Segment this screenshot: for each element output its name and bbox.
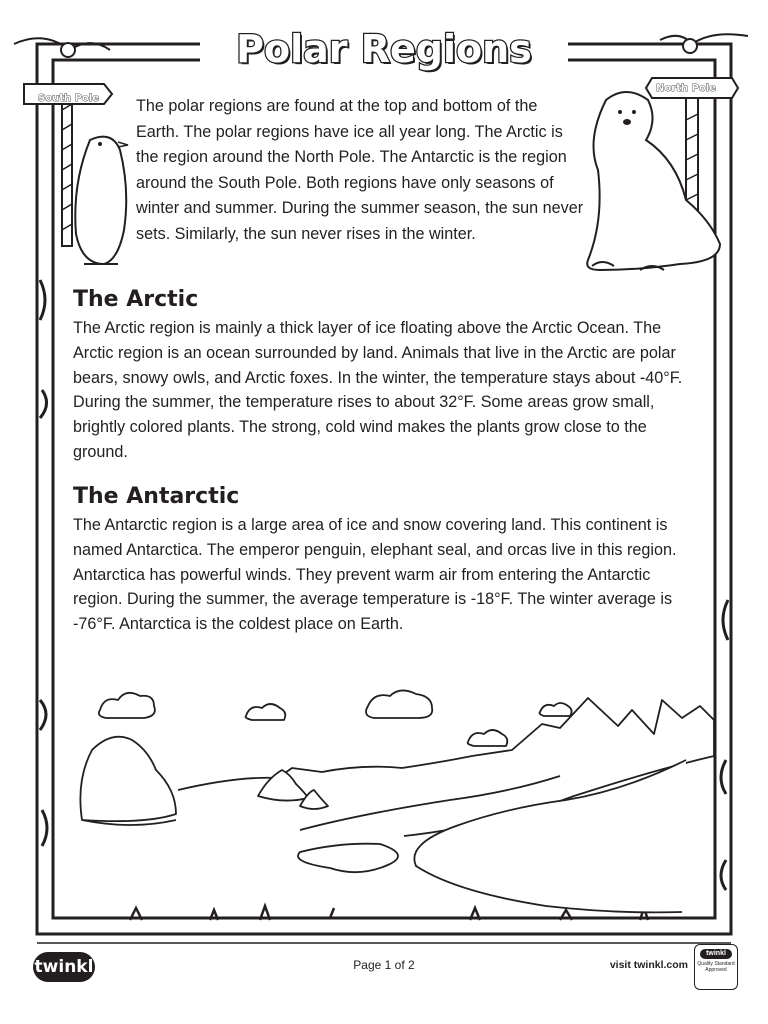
penguin-illustration [75,137,128,264]
section-body-antarctic: The Antarctic region is a large area of ice and snow covering land. This continent is named Antarctica. The emperor penguin, elephant seal, and orcas live in this region. Antarctica has powerful winds. They prevent warm air from entering the Antarctic region. During the summer, the average temperature is -18°F. The winter average is -76°F. Antarctica is the coldest place on Earth. [73,516,677,634]
visit-link[interactable]: visit twinkl.com [609,959,688,971]
polar-landscape-illustration [80,690,714,912]
south-pole-sign-label: South Pole [38,93,99,104]
badge-text: Quality Standard Approved [697,961,735,973]
intro-paragraph: The polar regions are found at the top and bottom of the Earth. The polar regions have ice all year long. The Arctic is the region around the North Pole. The Antarctic is the region around the South Pole. Both regions have only seasons of winter and summer. During the summer season, the sun never sets. Similarly, the sun never rises in the winter. [136,97,584,243]
section-body-arctic: The Arctic region is mainly a thick layer of ice floating above the Arctic Ocean. The Arctic region is an ocean surrounded by land. Animals that live in the Arctic are polar bears, snowy owls, and Arctic foxes. In the winter, the temperature stays about -40°F. During the summer, the temperature rises to about 32°F. Some areas grow small, brightly colored plants. The strong, cold wind makes the plants grow close to the ground. [73,319,683,461]
north-pole-sign-label: North Pole [656,83,716,94]
quality-badge [694,944,738,990]
section-heading-antarctic: The Antarctic [73,484,240,509]
badge-logo: twinkl [700,949,732,959]
twinkl-logo[interactable]: twinkl [33,952,95,982]
polar-bear-illustration [587,92,720,270]
page-title: Polar Regions [200,22,568,76]
page-number: Page 1 of 2 [353,958,415,972]
section-heading-arctic: The Arctic [73,287,199,312]
